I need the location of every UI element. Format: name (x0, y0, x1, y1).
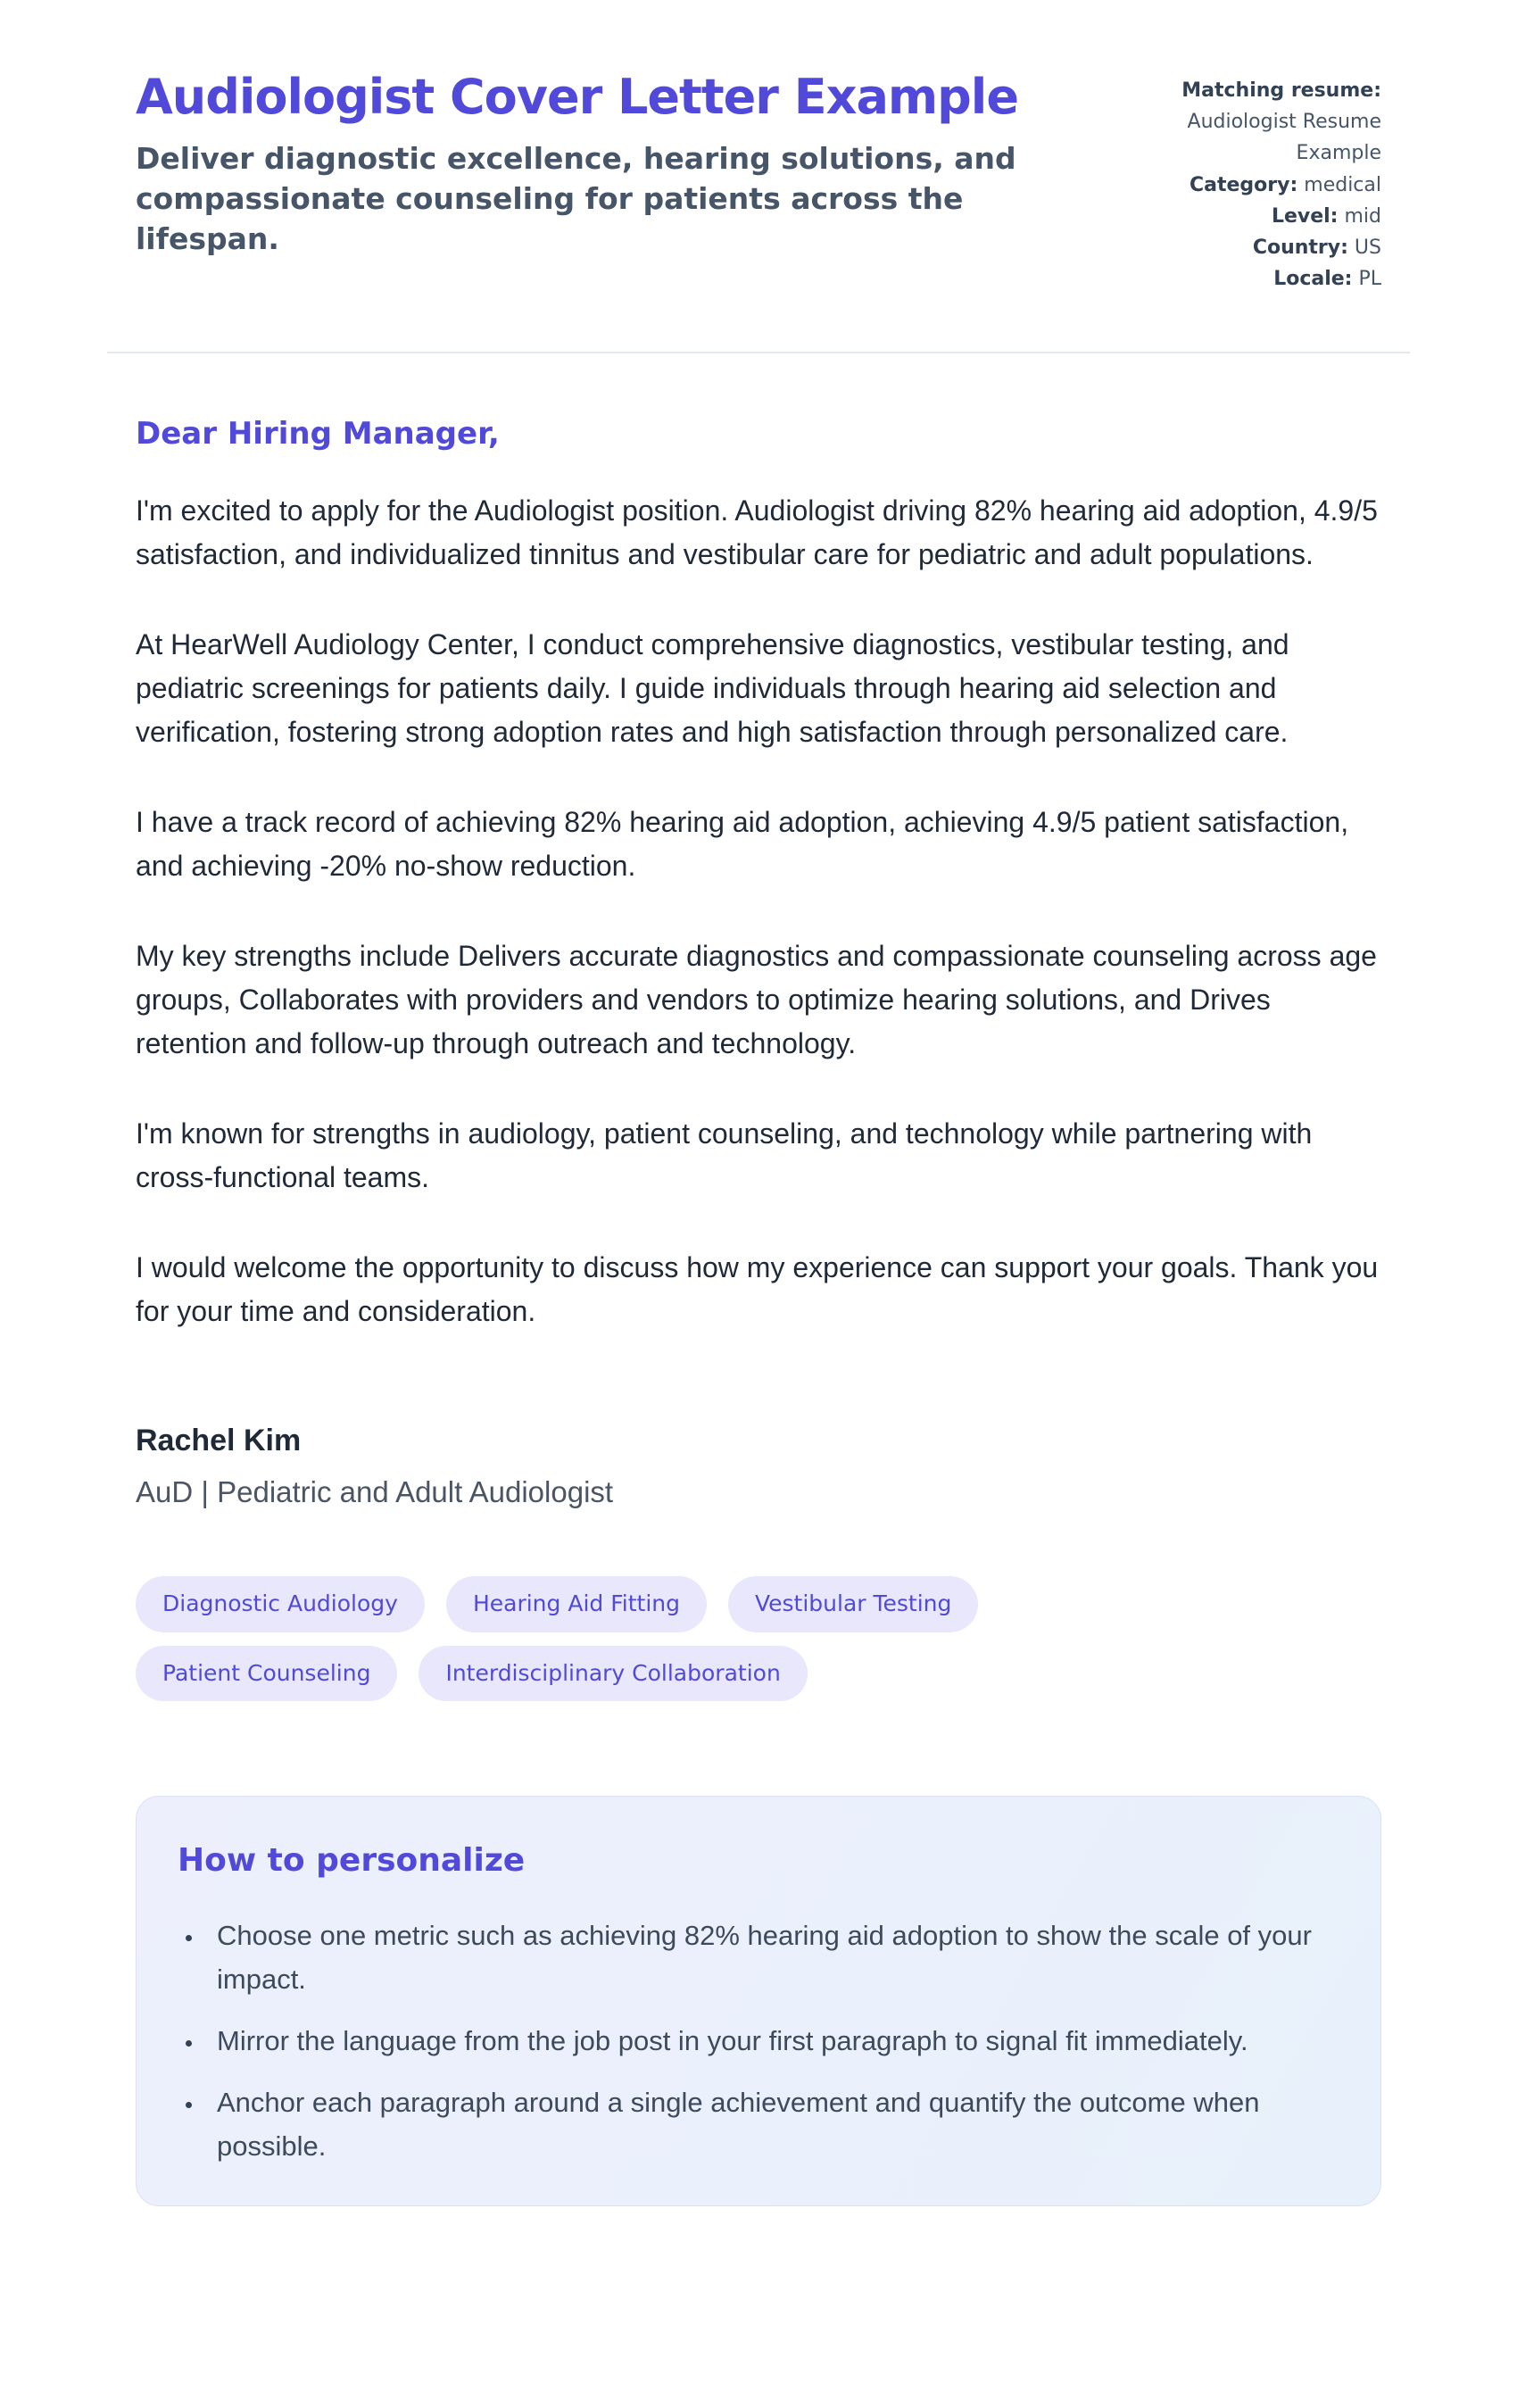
meta-label: Category: (1189, 173, 1298, 196)
meta-value: mid (1344, 204, 1381, 228)
skill-tag-diagnostic-audiology[interactable]: Diagnostic Audiology (136, 1576, 425, 1632)
meta-value: US (1354, 236, 1381, 259)
cover-letter-page (107, 0, 1410, 2287)
letter-paragraph-5: I'm known for strengths in audiology, patient counseling, and technology while partnering with cross-functional teams. (136, 1117, 1313, 1194)
skill-tags (136, 1576, 1251, 1701)
letter-paragraph-2: At HearWell Audiology Center, I conduct comprehensive diagnostics, vestibular testing, and pediatric screenings for patients daily. I guide individuals through hearing aid selection and verification, fostering strong adoption rates and high satisfaction through personalized care. (136, 628, 1289, 749)
meta-row-locale (1123, 263, 1381, 295)
header-text (136, 70, 1090, 260)
signature-title: AuD | Pediatric and Adult Audiologist (136, 1475, 614, 1509)
meta-row-country (1123, 232, 1381, 263)
personalize-heading: How to personalize (178, 1842, 526, 1880)
personalize-tip-2: • Mirror the language from the job post in your first paragraph to signal fit immediately. (204, 2019, 1341, 2063)
meta-value: PL (1358, 268, 1381, 291)
meta-value: medical (1304, 173, 1381, 196)
skill-tag-vestibular-testing[interactable]: Vestibular Testing (728, 1576, 978, 1632)
letter-paragraph-1: I'm excited to apply for the Audiologist position. Audiologist driving 82% hearing aid adoption, 4.9/5 satisfaction, and individualized tinnitus and vestibular care for pediatric and adult populations. (136, 494, 1378, 571)
signature-name: Rachel Kim (136, 1424, 302, 1458)
letter-paragraph-4: My key strengths include Delivers accurate diagnostics and compassionate counseling across age groups, Collaborates with providers and vendors to optimize hearing solutions, and Drives retention and follow-up through outreach and technology. (136, 940, 1377, 1060)
personalize-tip-3: • Anchor each paragraph around a single achievement and quantify the outcome when possible. (204, 2080, 1341, 2168)
meta-row-level (1123, 201, 1381, 232)
personalize-box (136, 1796, 1381, 2206)
meta-label: Locale: (1273, 268, 1353, 291)
skill-tag-hearing-aid-fitting[interactable]: Hearing Aid Fitting (446, 1576, 707, 1632)
meta-value: Audiologist Resume Example (1187, 111, 1381, 165)
meta-label: Level: (1271, 204, 1339, 228)
letter-paragraph-6: I would welcome the opportunity to discuss how my experience can support your goals. Thank you for your time and consideration. (136, 1251, 1379, 1328)
meta-row-category (1123, 170, 1381, 201)
letter-paragraph-3: I have a track record of achieving 82% hearing aid adoption, achieving 4.9/5 patient satisfaction, and achieving -20% no-show reduction. (136, 806, 1349, 883)
letter-body (107, 416, 1410, 2206)
header (107, 70, 1410, 353)
skill-tag-patient-counseling[interactable]: Patient Counseling (136, 1646, 397, 1702)
meta-row-matching-resume (1123, 75, 1381, 170)
personalize-tip-list (178, 1914, 1341, 2168)
skill-tag-interdisciplinary-collaboration[interactable]: Interdisciplinary Collaboration (419, 1646, 807, 1702)
personalize-tip-1: • Choose one metric such as achieving 82% hearing aid adoption to show the scale of your impact. (204, 1914, 1341, 2001)
salutation: Dear Hiring Manager, (136, 416, 500, 453)
page-title: Audiologist Cover Letter Example (136, 69, 1018, 125)
resume-meta (1123, 70, 1381, 295)
meta-label: Country: (1252, 236, 1348, 259)
meta-label: Matching resume: (1181, 79, 1381, 102)
page-subtitle: Deliver diagnostic excellence, hearing solutions, and compassionate counseling for patients across the lifespan. (136, 141, 1016, 256)
